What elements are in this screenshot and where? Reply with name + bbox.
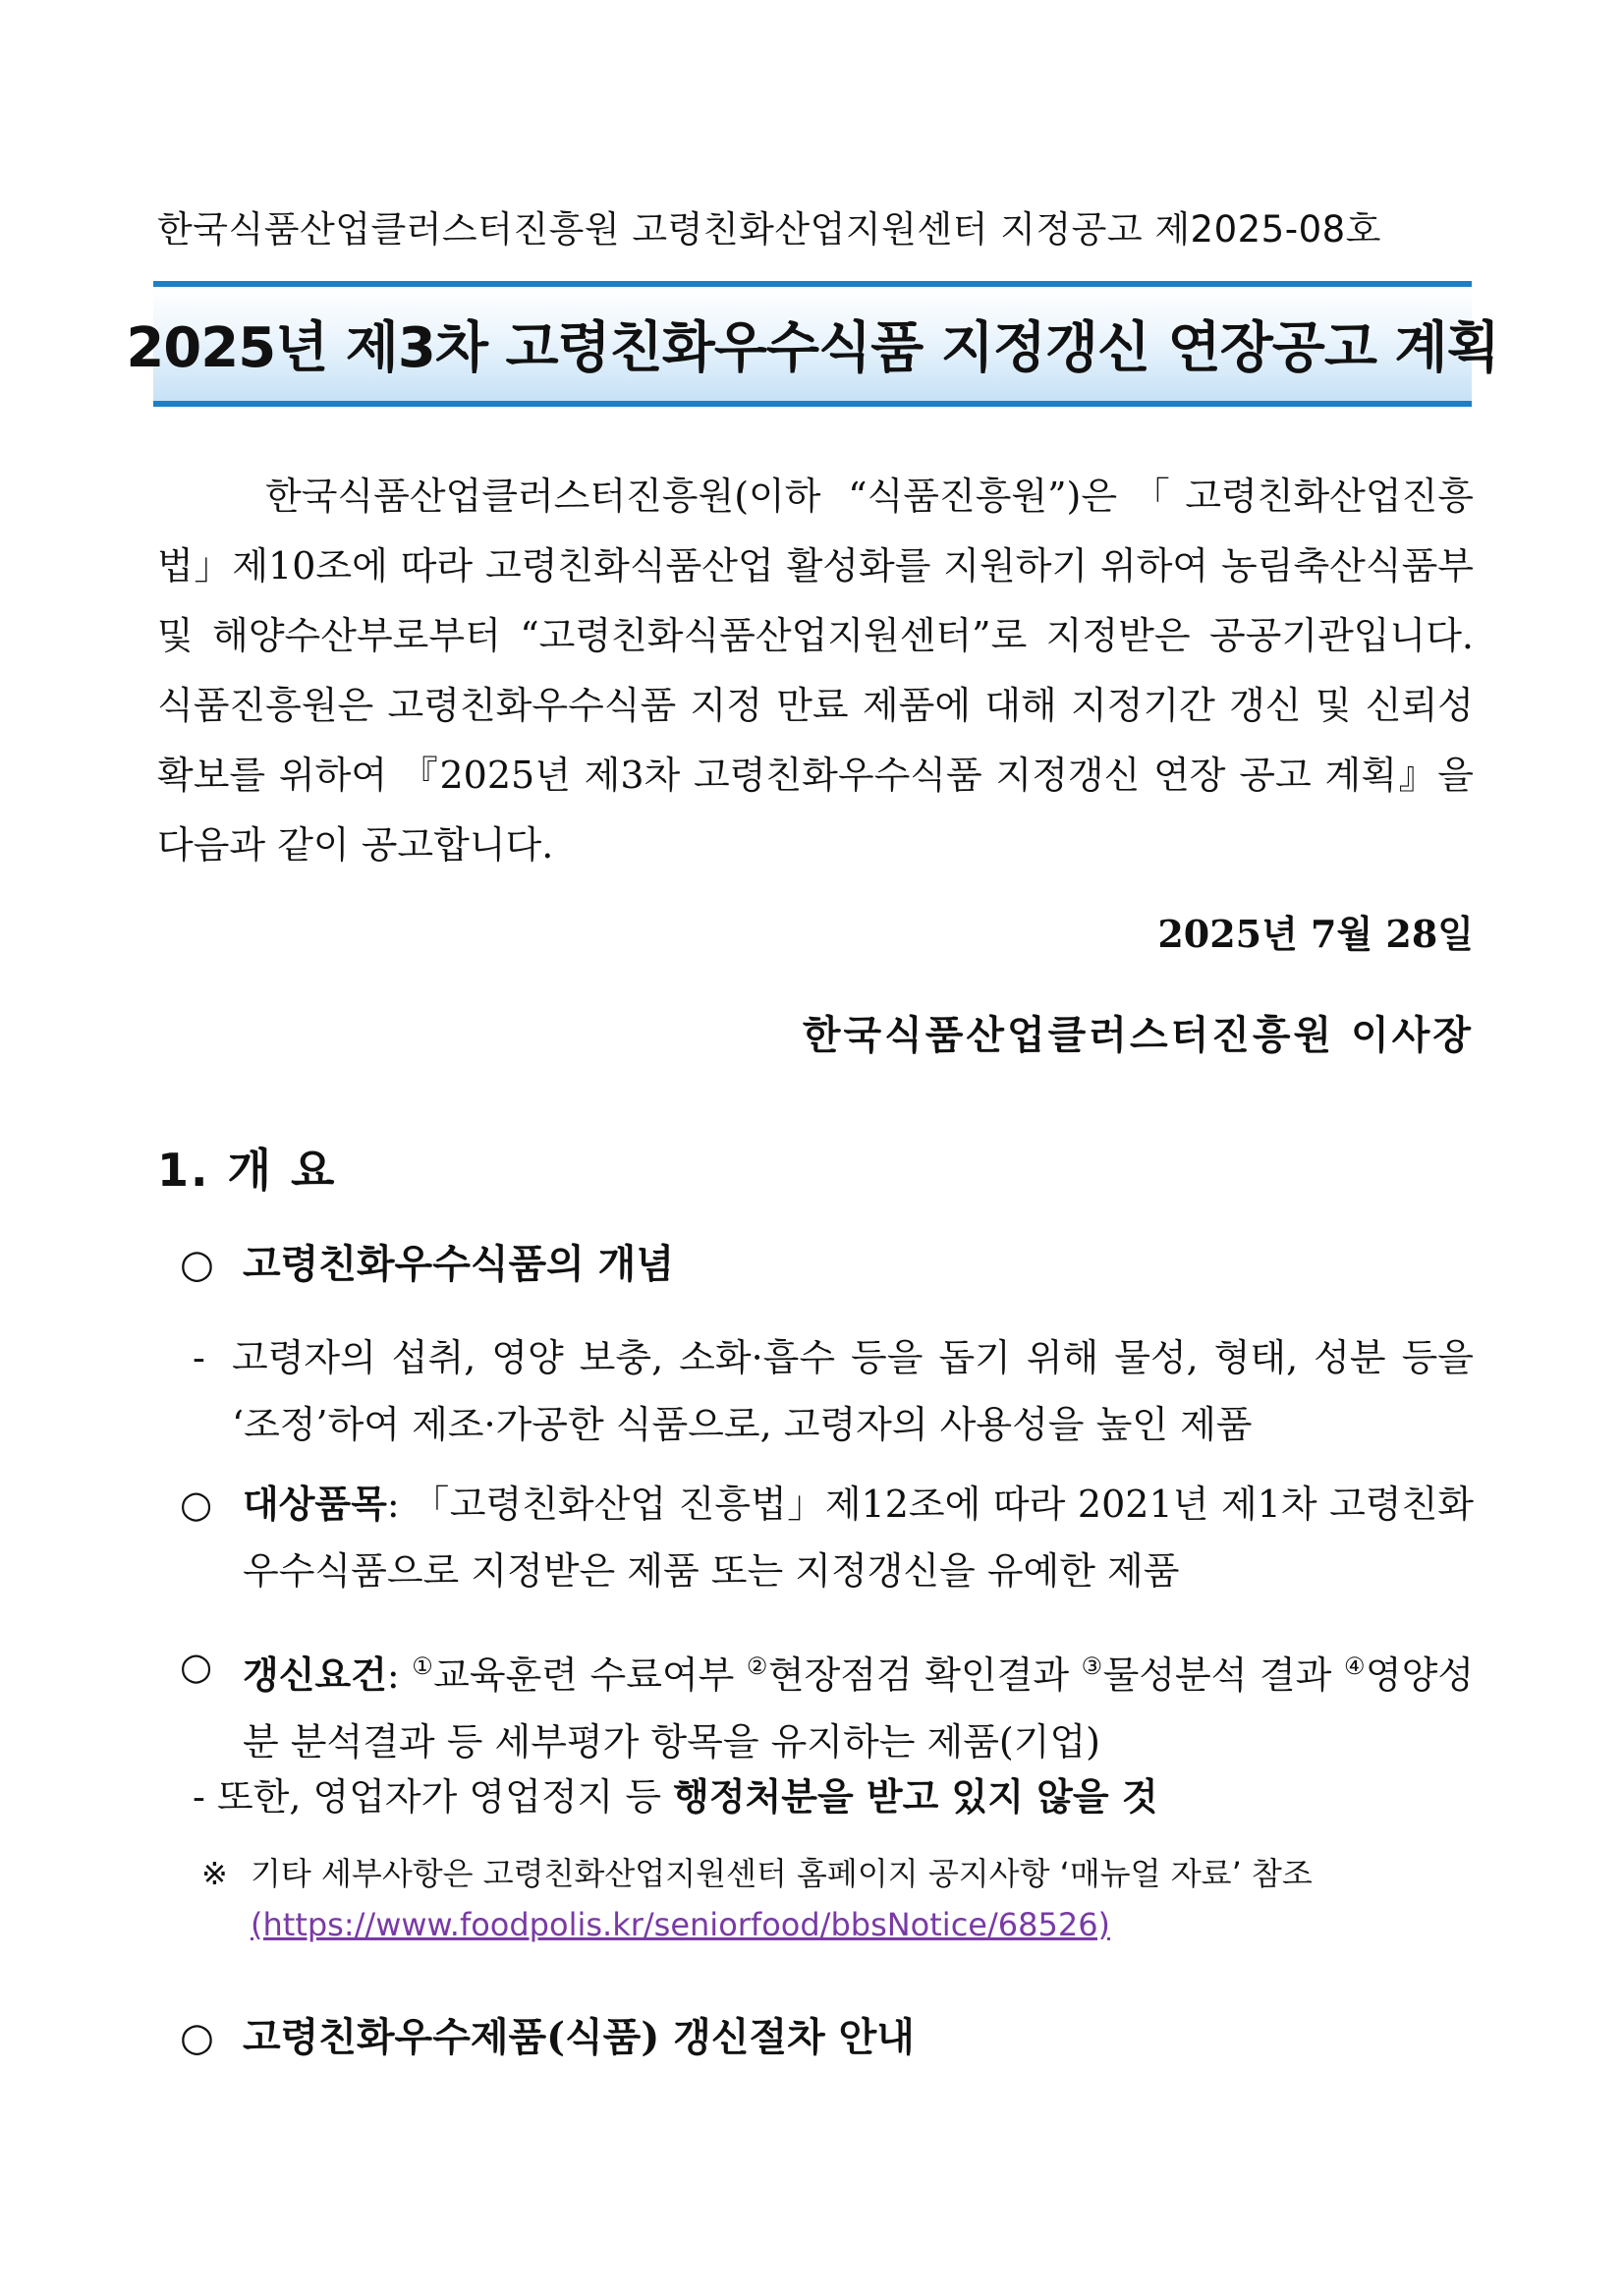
- reference-mark-icon: ※: [201, 1855, 228, 1892]
- administrative-disposition-note: - 또한, 영업자가 영업정지 등 행정처분을 받고 있지 않을 것: [193, 1774, 1158, 1819]
- manual-link[interactable]: (https://www.foodpolis.kr/seniorfood/bbsNotice/68526): [251, 1906, 1111, 1943]
- bullet-renewal-requirements: ○ 갱신요건: ①교육훈련 수료여부 ②현장점검 확인결과 ③물성분석 결과 ④영양성분 분석결과 등 세부평가 항목을 유지하는 제품(기업): [180, 1633, 1474, 1775]
- dash-marker: -: [193, 1775, 205, 1819]
- renewal-guide-title: 고령친화우수제품(식품) 갱신절차 안내: [243, 2014, 915, 2060]
- bullet-target-items: [180, 1471, 1474, 1604]
- concept-title: 고령친화우수식품의 개념: [243, 1241, 674, 1287]
- reference-note: [201, 1848, 1474, 1950]
- requirement-3: 물성분석 결과: [1102, 1653, 1344, 1697]
- circled-number-2: ②: [746, 1652, 768, 1680]
- bullet-circle-icon: ○: [180, 1242, 214, 1287]
- bullet-circle-icon: ○: [180, 1645, 213, 1688]
- intro-paragraph: 한국식품산업클러스터진흥원(이하 “식품진흥원”)은「고령친화산업진흥법」제10조에 따라 고령친화식품산업 활성화를 지원하기 위하여 농림축산식품부 및 해양수산부로부터 “고령친화식품산업지원센터”로 지정받은 공공기관입니다. 식품진흥원은 고령친화우수식품 지정 만료 제품에 대해 지정기간 갱신 및 신뢰성 확보를 위하여 『2025년 제3차 고령친화우수식품 지정갱신 연장 공고 계획』을 다음과 같이 공고합니다.: [157, 475, 1474, 867]
- signer: 한국식품산업클러스터진흥원 이사장: [802, 1012, 1474, 1058]
- bullet-concept: [180, 1233, 674, 1289]
- target-label: 대상품목: [243, 1482, 387, 1526]
- circled-number-4: ④: [1343, 1652, 1366, 1680]
- document-title: 2025년 제3차 고령친화우수식품 지정갱신 연장공고 계획: [126, 316, 1499, 380]
- emphasis-text: 행정처분을 받고 있지 않을 것: [673, 1774, 1158, 1819]
- notice-number-line: 한국식품산업클러스터진흥원 고령친화산업지원센터 지정공고 제2025-08호: [157, 208, 1381, 251]
- notice-date: 2025년 7월 28일: [1157, 912, 1474, 956]
- requirement-1: 교육훈련 수료여부: [433, 1653, 747, 1697]
- reference-text: 기타 세부사항은 고령친화산업지원센터 홈페이지 공지사항 ‘매뉴얼 자료’ 참조: [251, 1855, 1313, 1892]
- circled-number-1: ①: [412, 1652, 434, 1680]
- concept-description-text: 고령자의 섭취, 영양 보충, 소화·흡수 등을 돕기 위해 물성, 형태, 성분 등을 ‘조정’하여 제조·가공한 식품으로, 고령자의 사용성을 높인 제품: [232, 1336, 1474, 1446]
- bullet-circle-icon: ○: [180, 1483, 213, 1526]
- section-heading-overview: 1. 개 요: [157, 1144, 337, 1197]
- circled-number-3: ③: [1081, 1652, 1103, 1680]
- requirement-2: 현장점검 확인결과: [767, 1653, 1082, 1697]
- target-text: : 「고령친화산업 진흥법」제12조에 따라 2021년 제1차 고령친화우수식품으로 지정받은 제품 또는 지정갱신을 유예한 제품: [243, 1483, 1474, 1593]
- bullet-renewal-guide: [180, 2006, 915, 2062]
- concept-description: [193, 1324, 1474, 1458]
- bullet-circle-icon: ○: [180, 2015, 214, 2060]
- renewal-label: 갱신요건: [243, 1652, 387, 1697]
- requirement-4: 영양성분 분석결과 등 세부평가 항목을 유지하는 제품(기업): [243, 1653, 1475, 1764]
- title-banner: [126, 281, 1499, 407]
- dash-marker: -: [193, 1336, 205, 1379]
